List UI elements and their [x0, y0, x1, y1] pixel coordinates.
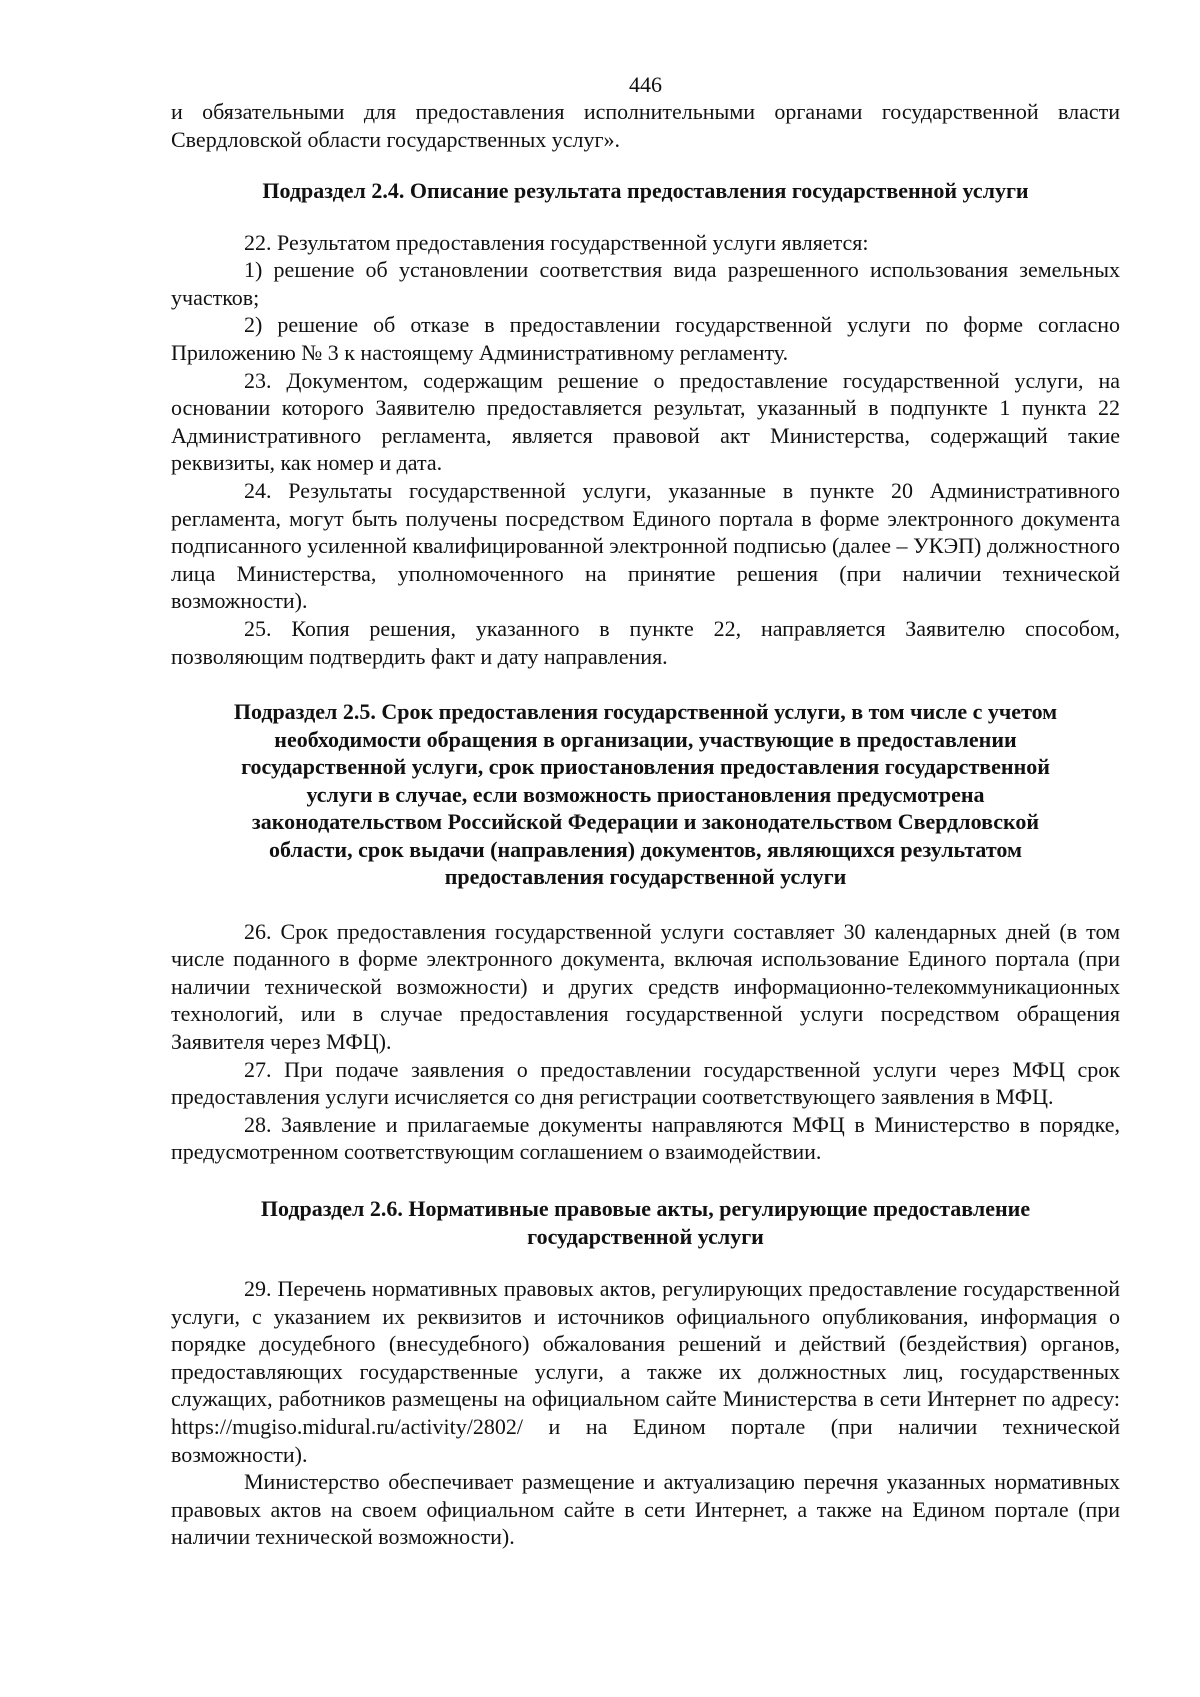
heading-line: государственной услуги — [527, 1223, 764, 1249]
heading-line: государственной услуги, срок приостановления предоставления государственной — [241, 754, 1050, 780]
heading-line: Подраздел 2.5. Срок предоставления государственной услуги, в том числе с учетом — [233, 699, 1058, 725]
paragraph-22-item-1: 1) решение об установлении соответствия вида разрешенного использования земельных участков; — [171, 257, 1120, 310]
spacer — [171, 1166, 1120, 1195]
section-2-5-heading — [171, 698, 1120, 891]
heading-line: Подраздел 2.6. Нормативные правовые акты, регулирующие предоставление — [260, 1196, 1031, 1222]
paragraph-ministry-publication: Министерство обеспечивает размещение и актуализацию перечня указанных нормативных правовых актов на своем официальном сайте в сети Интернет, а также на Едином портале (при наличии технической возможности). — [171, 1469, 1120, 1550]
heading-line: необходимости обращения в организации, участвующие в предоставлении — [274, 726, 1017, 752]
paragraph-24: 24. Результаты государственной услуги, указанные в пункте 20 Административного регламента, могут быть получены посредством Единого портала в форме электронного документа подписанного усиленной квалифицированной электронной подписью (далее – УКЭП) должностного лица Министерства, уполномоченного на принятие решения (при наличии технической возможности). — [171, 478, 1120, 614]
paragraph-26: 26. Срок предоставления государственной услуги составляет 30 календарных дней (в том числе поданного в форме электронного документа, включая использование Единого портала (при наличии технической возможности) и других средств информационно-телекоммуникационных технологий, или в случае предоставления государственной услуги посредством обращения Заявителя через МФЦ). — [171, 918, 1120, 1055]
section-2-4-heading: Подраздел 2.4. Описание результата предоставления государственной услуги — [262, 178, 1029, 204]
heading-line: области, срок выдачи (направления) документов, являющихся результатом — [269, 836, 1022, 862]
document-page — [171, 72, 1120, 1551]
paragraph-23: 23. Документом, содержащим решение о предоставление государственной услуги, на основании которого Заявителю предоставляется результат, указанный в подпункте 1 пункта 22 Административного регламента, является правовой акт Министерства, содержащий такие реквизиты, как номер и дата. — [171, 367, 1120, 476]
paragraph-27: 27. При подаче заявления о предоставлении государственной услуги через МФЦ срок предоставления услуги исчисляется со дня регистрации соответствующего заявления в МФЦ. — [171, 1056, 1120, 1110]
page-number: 446 — [629, 72, 662, 97]
spacer — [171, 205, 1120, 229]
section-2-6-heading — [171, 1195, 1120, 1250]
paragraph-22: 22. Результатом предоставления государственной услуги является: — [244, 229, 869, 255]
spacer — [171, 1250, 1120, 1275]
heading-line: предоставления государственной услуги — [444, 864, 847, 890]
spacer — [171, 670, 1120, 698]
paragraph-29: 29. Перечень нормативных правовых актов, регулирующих предоставление государственной услуги, с указанием их реквизитов и источников официального опубликования, информация о порядке досудебного (внесудебного) обжалования решений и действий (бездействия) органов, предоставляющих государственные услуги, а также их должностных лиц, государственных служащих, работников размещены на официальном сайте Министерства в сети Интернет по адресу: https://mugiso.midural.ru/activity/2802/ и на Едином портале (при наличии технической возможности). — [171, 1276, 1120, 1467]
paragraph-28: 28. Заявление и прилагаемые документы направляются МФЦ в Министерство в порядке, предусмотренном соответствующим соглашением о взаимодействии. — [171, 1111, 1120, 1165]
intro-continuation-paragraph: и обязательными для предоставления исполнительными органами государственной власти Свердловской области государственных услуг». — [171, 99, 1120, 152]
spacer — [171, 153, 1120, 177]
heading-line: законодательством Российской Федерации и законодательством Свердловской — [251, 809, 1040, 835]
paragraph-25: 25. Копия решения, указанного в пункте 22, направляется Заявителю способом, позволяющим подтвердить факт и дату направления. — [171, 616, 1120, 669]
spacer — [171, 891, 1120, 918]
paragraph-22-item-2: 2) решение об отказе в предоставлении государственной услуги по форме согласно Приложению № 3 к настоящему Административному регламенту. — [171, 312, 1120, 366]
heading-line: услуги в случае, если возможность приостановления предусмотрена — [306, 781, 985, 807]
